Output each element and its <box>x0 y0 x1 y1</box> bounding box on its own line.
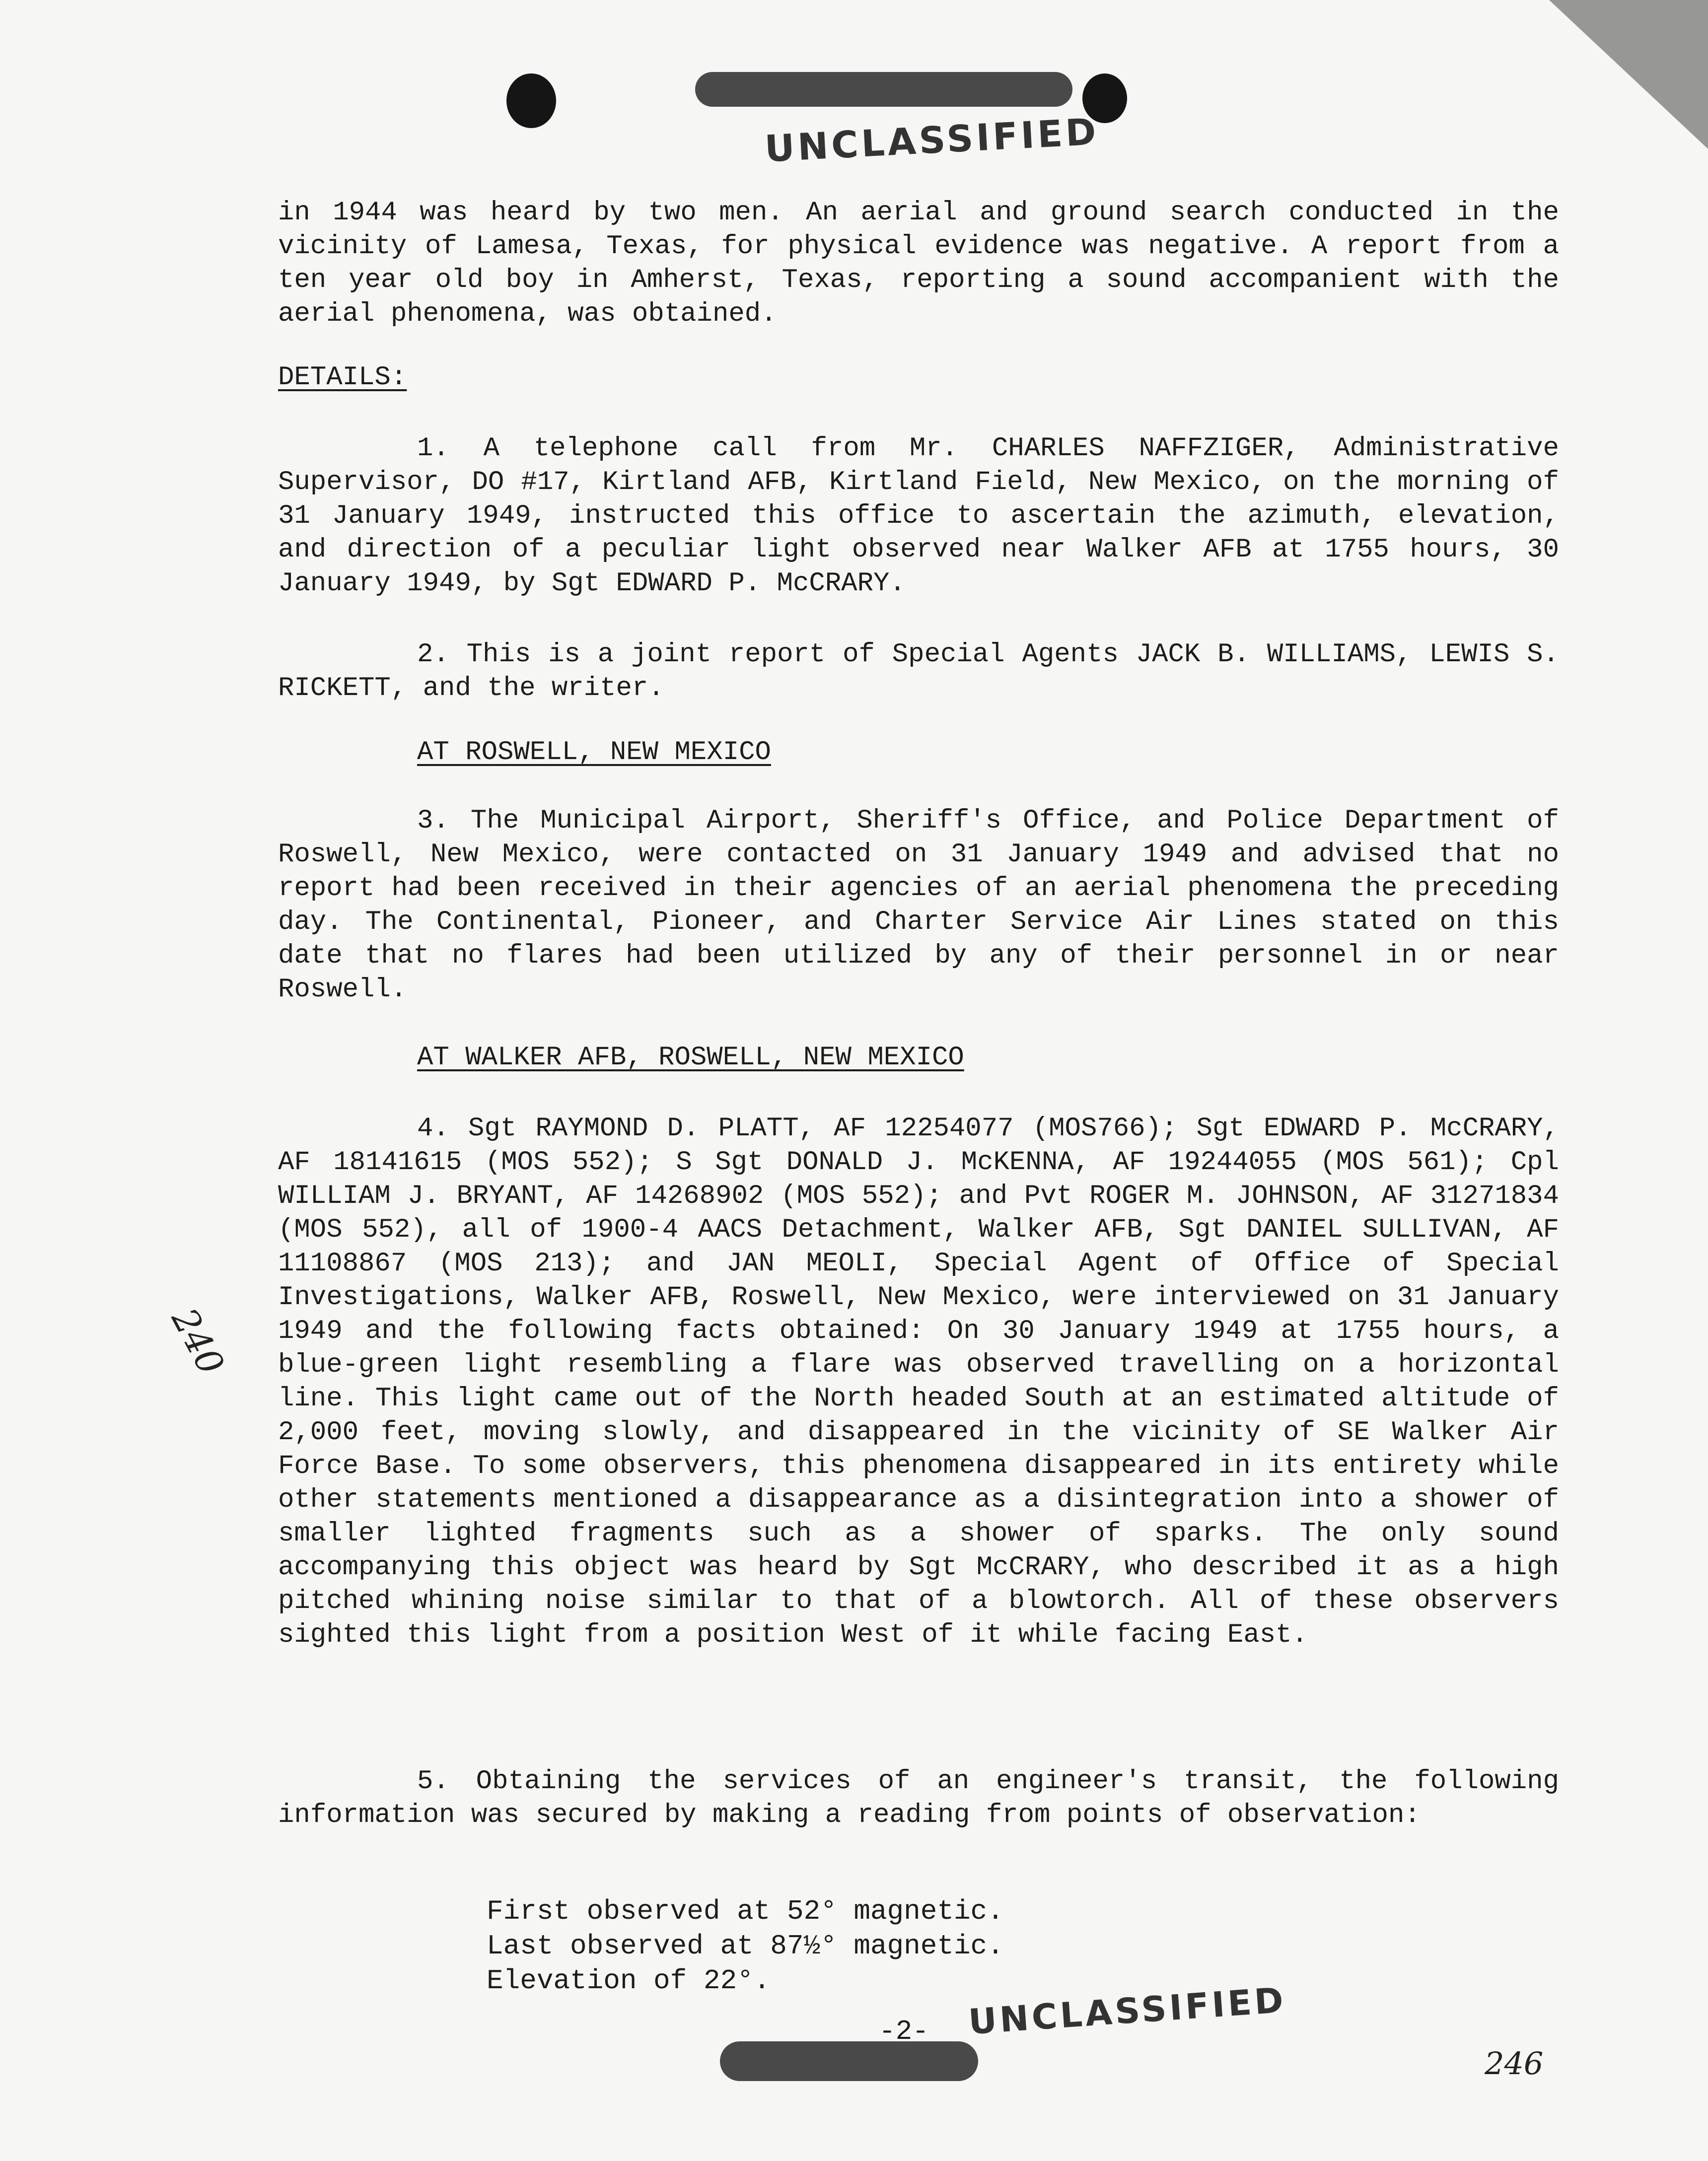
paragraph-2: 2. This is a joint report of Special Agents JACK B. WILLIAMS, LEWIS S. RICKETT, and the writer. <box>278 639 1559 703</box>
details-heading: DETAILS: <box>278 362 407 393</box>
observation-last: Last observed at 87½° magnetic. <box>487 1930 1004 1962</box>
paragraph-1: 1. A telephone call from Mr. CHARLES NAFFZIGER, Administrative Supervisor, DO #17, Kirtland AFB, Kirtland Field, New Mexico, on the morning of 31 January 1949, instructed this office to ascertain the azimuth, elevation, and direction of a peculiar light observed near Walker AFB at 1755 hours, 30 January 1949, by Sgt EDWARD P. McCRARY. <box>278 433 1559 599</box>
paragraph-5: 5. Obtaining the services of an engineer's transit, the following information was secured by making a reading from points of observation: <box>278 1766 1559 1830</box>
observation-first: First observed at 52° magnetic. <box>487 1895 1004 1927</box>
classification-stamp-bottom: UNCLASSIFIED <box>967 1979 1288 2043</box>
heading-walker: AT WALKER AFB, ROSWELL, NEW MEXICO <box>417 1043 964 1073</box>
redaction-bar-bottom <box>720 2041 978 2081</box>
folded-corner <box>1549 0 1708 149</box>
handwritten-page-number: 246 <box>1485 2045 1544 2082</box>
observation-elevation: Elevation of 22°. <box>487 1965 771 1997</box>
paragraph-4: 4. Sgt RAYMOND D. PLATT, AF 12254077 (MOS766); Sgt EDWARD P. McCRARY, AF 18141615 (MOS 552); S Sgt DONALD J. McKENNA, AF 19244055 (MOS 561); Cpl WILLIAM J. BRYANT, AF 14268902 (MOS 552); and Pvt ROGER M. JOHNSON, AF 31271834 (MOS 552), all of 1900-4 AACS Detachment, Walker AFB, Sgt DANIEL SULLIVAN, AF 11108867 (MOS 213); and JAN MEOLI, Special Agent of Office of Special Investigations, Walker AFB, Roswell, New Mexico, were interviewed on 31 January 1949 and the following facts obtained: On 30 January 1949 at 1755 hours, a blue-green light resembling a flare was observed travelling on a horizontal line. This light came out of the North headed South at an estimated altitude of 2,000 feet, moving slowly, and disappeared in the vicinity of SE Walker Air Force Base. To some observers, this phenomena disappeared in its entirety while other statements mentioned a disappearance as a disintegration into a shower of smaller lighted fragments such as a shower of sparks. The only sound accompanying this object was heard by Sgt McCRARY, who described it as a high pitched whining noise similar to that of a blowtorch. All of these observers sighted this light from a position West of it while facing East. <box>278 1114 1559 1650</box>
paragraph-3: 3. The Municipal Airport, Sheriff's Office, and Police Department of Roswell, New Mexico, were contacted on 31 January 1949 and advised that no report had been received in their agencies of an aerial phenomena the preceding day. The Continental, Pioneer, and Charter Service Air Lines stated on this date that no flares had been utilized by any of their personnel in or near Roswell. <box>278 806 1559 1005</box>
handwritten-margin-note: 240 <box>163 1301 233 1382</box>
page-number: -2- <box>879 2016 929 2047</box>
intro-paragraph: in 1944 was heard by two men. An aerial and ground search conducted in the vicinity of Lamesa, Texas, for physical evidence was negative. A report from a ten year old boy in Amherst, Texas, reporting a sound accompanient with the aerial phenomena, was obtained. <box>278 198 1559 329</box>
punch-hole-left <box>506 73 556 128</box>
classification-stamp-top: UNCLASSIFIED <box>764 110 1100 171</box>
heading-roswell: AT ROSWELL, NEW MEXICO <box>417 737 771 767</box>
redaction-bar-top <box>695 72 1072 107</box>
